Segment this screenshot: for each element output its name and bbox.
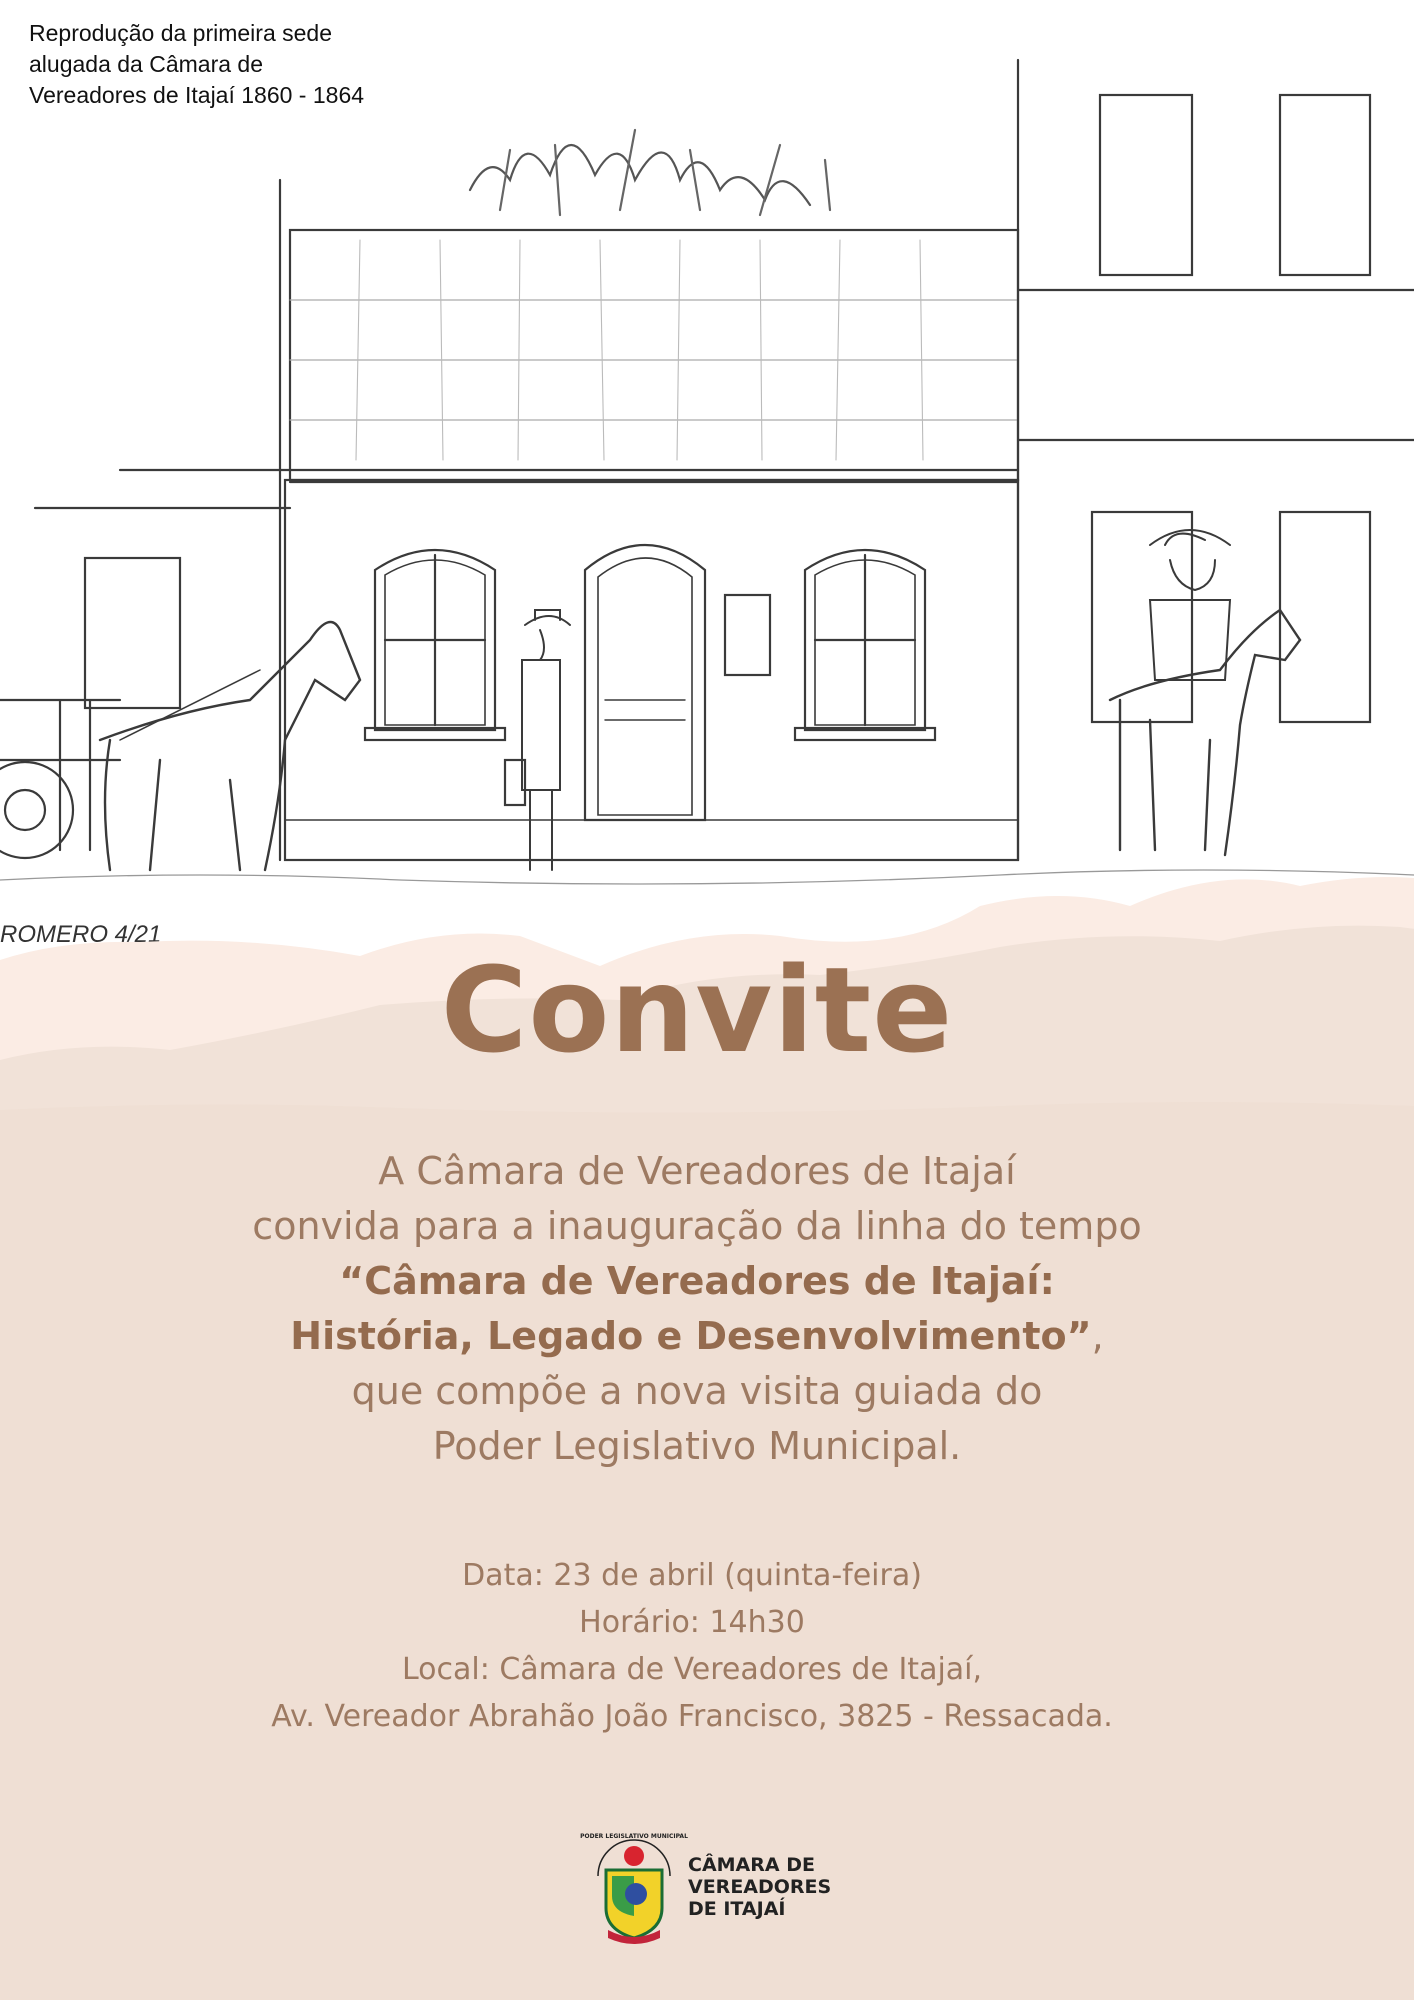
event-address: Av. Vereador Abrahão João Francisco, 3825 - Ressacada. [271, 1699, 1113, 1734]
event-details [0, 1552, 1384, 1740]
logo-line-1: CÂMARA DE [688, 1854, 815, 1876]
logo-wordmark [688, 1854, 831, 1920]
event-title-line-1: “Câmara de Vereadores de Itajaí: [339, 1259, 1055, 1303]
event-place: Local: Câmara de Vereadores de Itajaí, [401, 1652, 983, 1687]
invitation-line-6: Poder Legislativo Municipal. [432, 1424, 962, 1468]
caption-line-1: Reprodução da primeira sede [29, 20, 333, 46]
invitation-line-1: A Câmara de Vereadores de Itajaí [378, 1149, 1016, 1193]
image-caption [29, 18, 449, 111]
logo-line-3: DE ITAJAÍ [688, 1898, 786, 1920]
invitation-text [0, 1144, 1394, 1474]
caption-line-2: alugada da Câmara de [29, 51, 263, 77]
caption-line-3: Vereadores de Itajaí 1860 - 1864 [29, 82, 365, 108]
event-title-line-2-bold: História, Legado e Desenvolvimento” [290, 1314, 1092, 1358]
event-title-line-2-rest: , [1091, 1314, 1104, 1358]
artist-signature: ROMERO 4/21 [0, 921, 162, 948]
logo-line-2: VEREADORES [688, 1876, 832, 1898]
event-title-line-2 [0, 1309, 1394, 1364]
logo-seal-text: PODER LEGISLATIVO MUNICIPAL [580, 1833, 688, 1840]
camara-coat-of-arms-logo [580, 1826, 688, 1946]
page-title: Convite [440, 941, 954, 1079]
event-time: Horário: 14h30 [579, 1605, 805, 1640]
event-date: Data: 23 de abril (quinta-feira) [462, 1558, 922, 1593]
invitation-line-2: convida para a inauguração da linha do tempo [252, 1204, 1142, 1248]
invitation-line-5: que compõe a nova visita guiada do [351, 1369, 1043, 1413]
